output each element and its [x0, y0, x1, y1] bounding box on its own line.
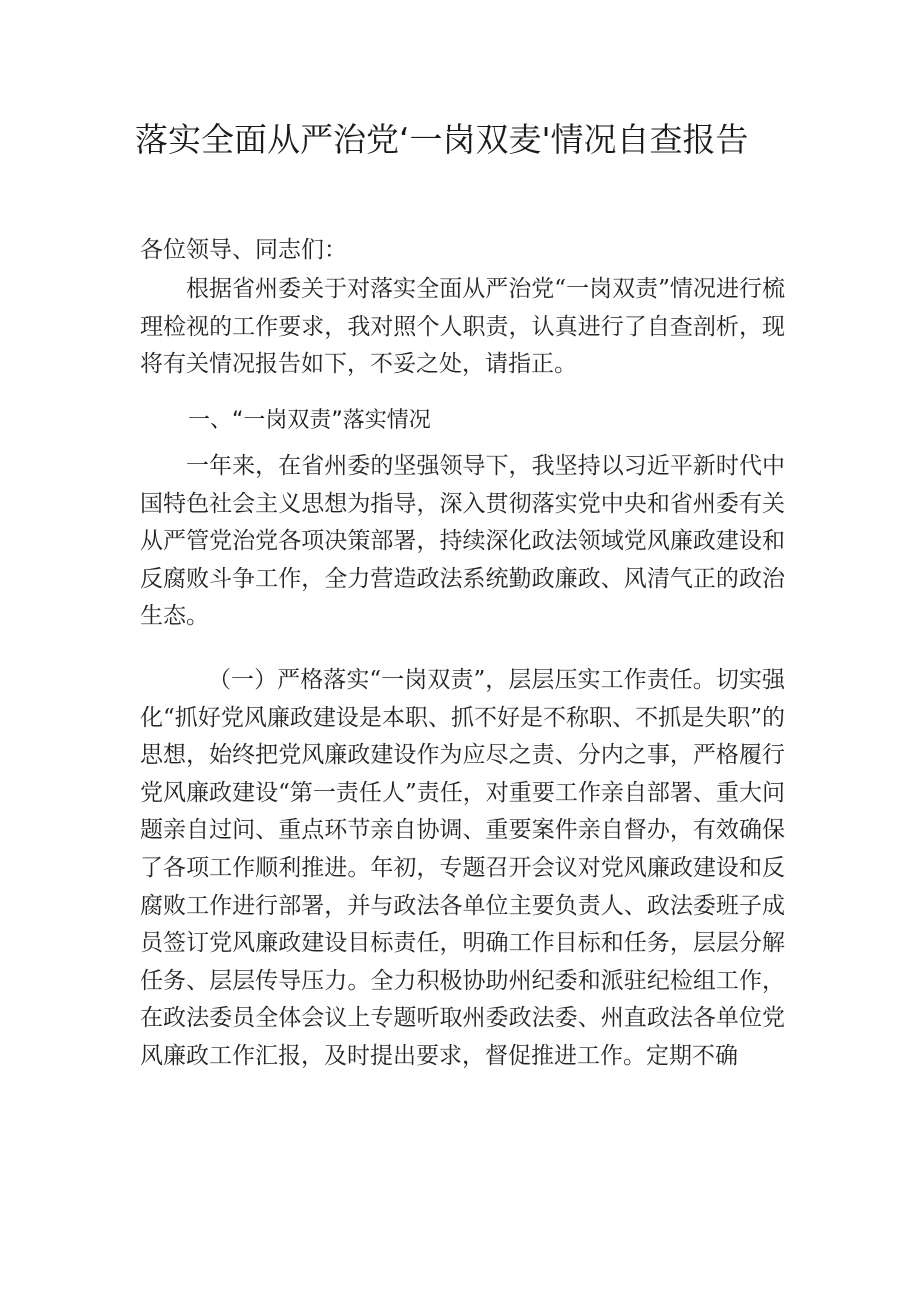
intro-paragraph: 根据省州委关于对落实全面从严治党“一岗双责”情况进行梳理检视的工作要求，我对照个人职责，认真进行了自查剖析，现将有关情况报告如下，不妥之处，请指正。 — [140, 276, 785, 377]
subsection-paragraph: （一）严格落实“一岗双责”，层层压实工作责任。切实强化“抓好党风廉政建设是本职、抓不好是不称职、不抓是失职”的思想，始终把党风廉政建设作为应尽之责、分内之事，严格履行党风廉政建设“第一责任人”责任，对重要工作亲自部署、重大问题亲自过问、重点环节亲自协调、重要案件亲自督办，有效确保了各项工作顺利推进。年初，专题召开会议对党风廉政建设和反腐败工作进行部署，并与政法各单位主要负责人、政法委班子成员签订党风廉政建设目标责任，明确工作目标和任务，层层分解任务、层层传导压力。全力积极协助州纪委和派驻纪检组工作，在政法委员全体会议上专题听取州委政法委、州直政法各单位党风廉政工作汇报，及时提出要求，督促推进工作。定期不确 — [140, 667, 785, 1069]
document-title: 落实全面从严治党‘一岗双麦'情况自查报告 — [135, 120, 749, 159]
body-paragraph: 一年来，在省州委的坚强领导下，我坚持以习近平新时代中国特色社会主义思想为指导，深入贯彻落实党中央和省州委有关从严管党治党各项决策部署，持续深化政法领域党风廉政建设和反腐败斗争工作，全力营造政法系统勤政廉政、风清气正的政治生态。 — [140, 453, 785, 629]
greeting: 各位领导、同志们： — [140, 237, 347, 263]
section-heading: 一、“一岗双责”落实情况 — [188, 408, 431, 433]
